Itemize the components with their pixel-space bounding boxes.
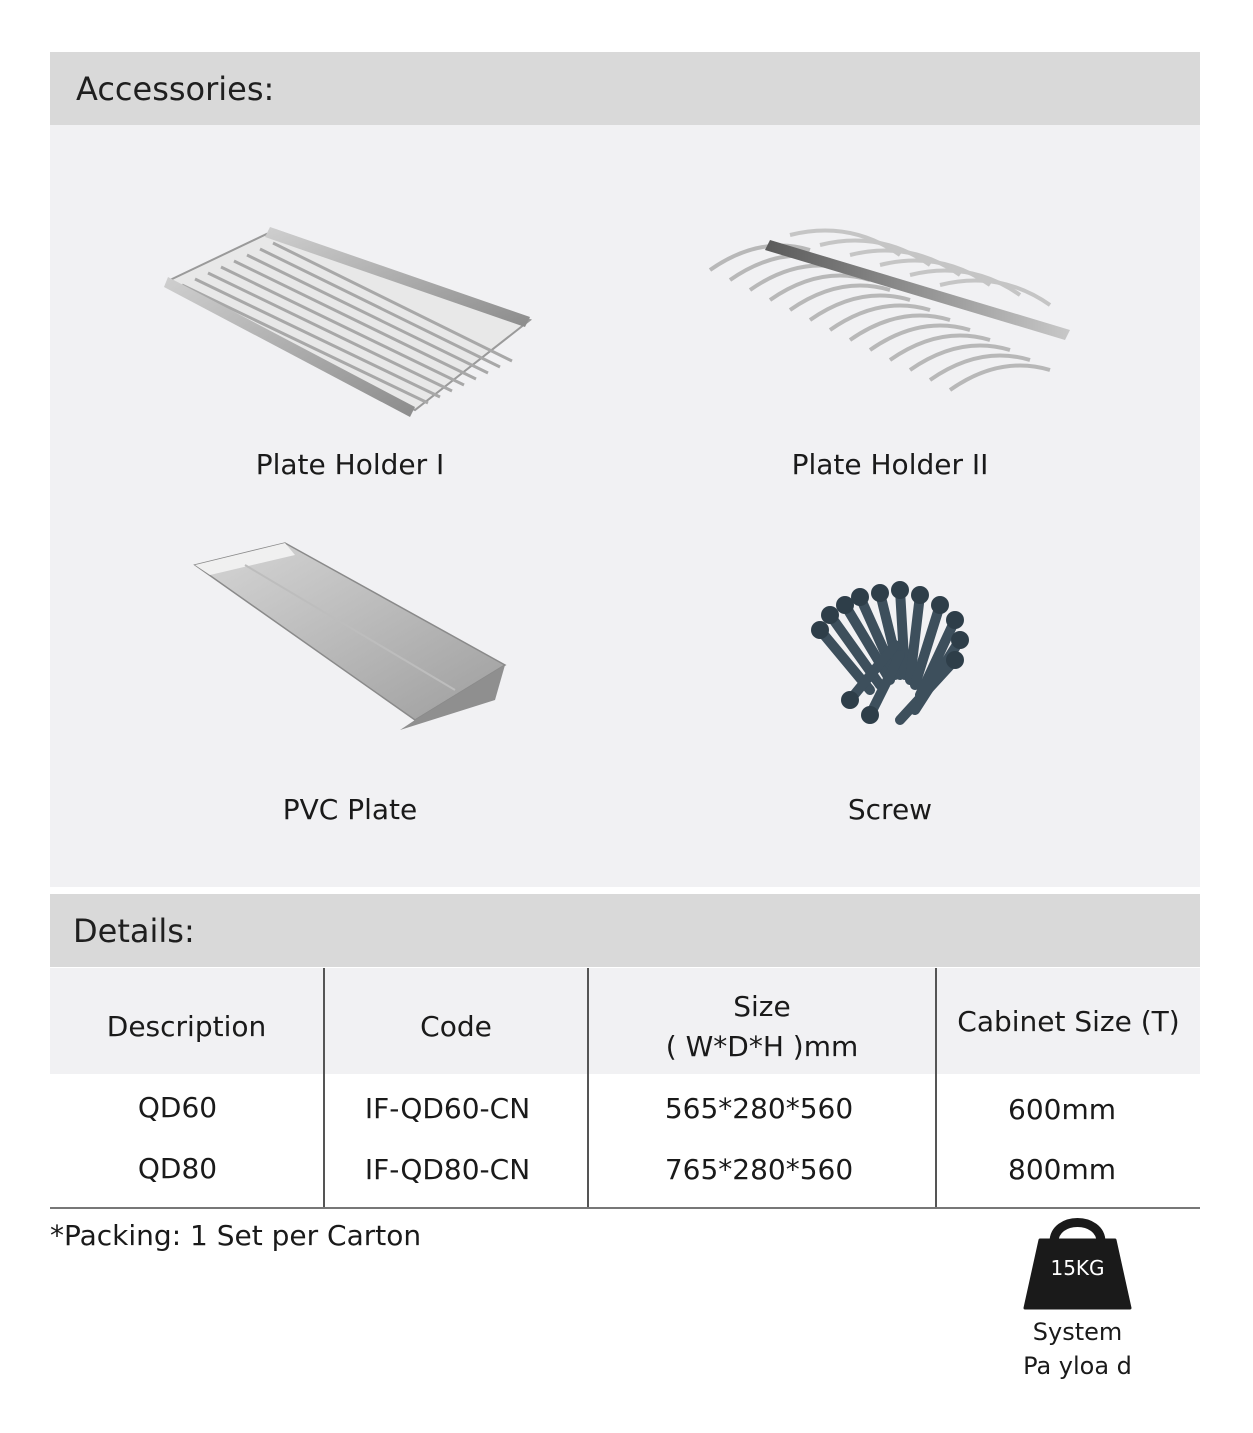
details-heading: [50, 894, 1200, 967]
details-title: Details:: [73, 911, 195, 950]
accessory-pvc-plate: [70, 535, 630, 835]
accessories-title: Accessories:: [76, 69, 275, 108]
row-2-code: IF-QD80-CN: [364, 1153, 531, 1186]
row-1-description: QD60: [137, 1091, 218, 1124]
header-size-line1: Size: [733, 990, 791, 1023]
plate-holder-2-image: [700, 225, 1080, 425]
accessory-screw: [610, 575, 1170, 835]
row-2-size: 765*280*560: [664, 1153, 854, 1186]
table-bottom-rule: [50, 1207, 1200, 1209]
row-1-cabinet: 600mm: [1008, 1093, 1116, 1126]
header-cabinet-size: Cabinet Size (T): [957, 1005, 1180, 1038]
header-description: Description: [106, 1010, 267, 1043]
payload-weight: 15KG: [1050, 1256, 1105, 1280]
system-payload: [1010, 1212, 1145, 1380]
pvc-plate-image: [185, 535, 515, 735]
packing-note: *Packing: 1 Set per Carton: [50, 1219, 422, 1252]
screw-image: [800, 575, 980, 740]
payload-label-line1: System: [1032, 1318, 1123, 1346]
row-1-code: IF-QD60-CN: [364, 1092, 531, 1125]
accessories-heading: [50, 52, 1200, 125]
accessories-panel: [50, 125, 1200, 887]
pvc-plate-label: PVC Plate: [282, 793, 418, 826]
plate-holder-1-image: [160, 225, 540, 425]
plate-holder-2-label: Plate Holder II: [791, 448, 989, 481]
payload-label-line2: Pa yloa d: [1023, 1352, 1132, 1380]
screw-label: Screw: [847, 793, 933, 826]
header-code: Code: [420, 1010, 492, 1043]
header-size: [589, 987, 935, 1067]
row-2-cabinet: 800mm: [1008, 1153, 1116, 1186]
accessory-plate-holder-1: [70, 225, 630, 485]
header-size-line2: ( W*D*H )mm: [665, 1030, 859, 1063]
plate-holder-1-label: Plate Holder I: [255, 448, 445, 481]
row-1-size: 565*280*560: [664, 1092, 854, 1125]
accessory-plate-holder-2: [610, 225, 1170, 485]
row-2-description: QD80: [137, 1152, 218, 1185]
